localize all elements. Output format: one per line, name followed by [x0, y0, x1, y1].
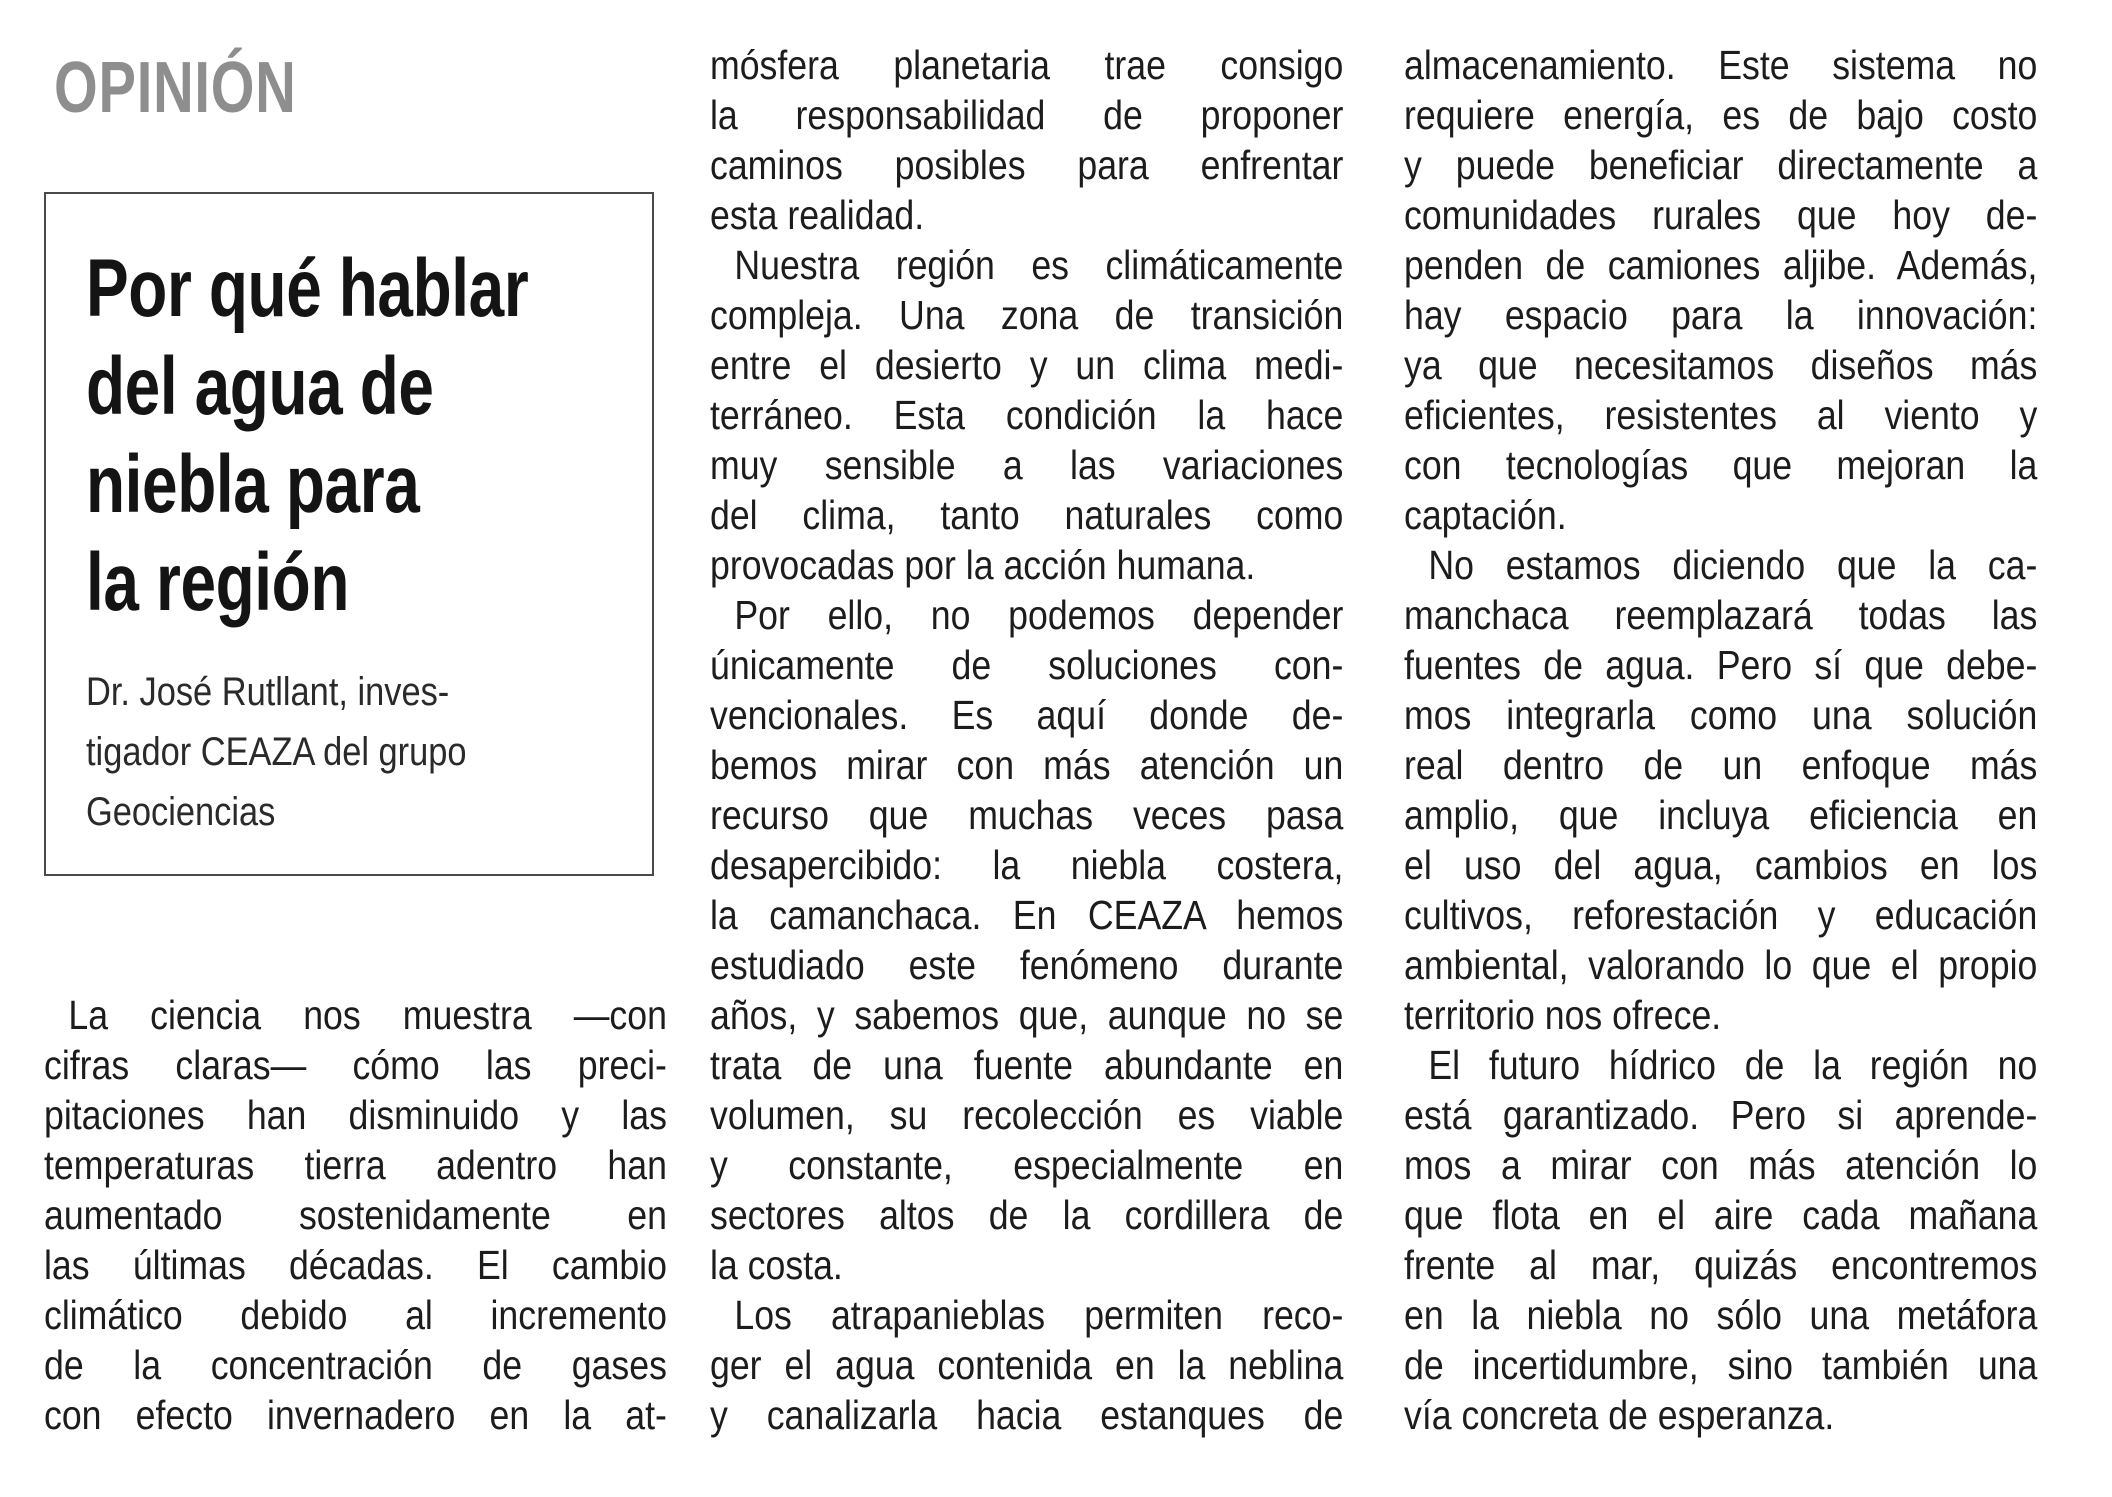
text-line: amplio, que incluya eficiencia en	[1404, 792, 2038, 838]
text-line: cultivos, reforestación y educación	[1404, 892, 2038, 938]
text-line: bemos mirar con más atención un	[710, 742, 1344, 788]
text-line: en la niebla no sólo una metáfora	[1404, 1292, 2038, 1338]
text-line: ya que necesitamos diseños más	[1404, 342, 2038, 388]
text-line: de la concentración de gases	[44, 1342, 667, 1388]
text-line: temperaturas tierra adentro han	[44, 1142, 667, 1188]
text-line: y puede beneficiar directamente a	[1404, 142, 2038, 188]
text-line: ger el agua contenida en la neblina	[710, 1342, 1344, 1388]
text-line: Los atrapanieblas permiten reco-	[734, 1292, 1344, 1338]
text-line: requiere energía, es de bajo costo	[1404, 92, 2038, 138]
text-line: sectores altos de la cordillera de	[710, 1192, 1344, 1238]
text-line: eficientes, resistentes al viento y	[1404, 392, 2038, 438]
text-line: entre el desierto y un clima medi-	[710, 342, 1344, 388]
text-line: mósfera planetaria trae consigo	[710, 42, 1344, 88]
text-line: Nuestra región es climáticamente	[734, 242, 1344, 288]
text-line: está garantizado. Pero si aprende-	[1404, 1092, 2038, 1138]
text-line: penden de camiones aljibe. Además,	[1404, 242, 2038, 288]
text-line: únicamente de soluciones con-	[710, 642, 1344, 688]
text-line: desapercibido: la niebla costera,	[710, 842, 1344, 888]
text-line: con tecnologías que mejoran la	[1404, 442, 2038, 488]
text-line: la responsabilidad de proponer	[710, 92, 1344, 138]
text-line: territorio nos ofrece.	[1404, 992, 1722, 1038]
text-line: almacenamiento. Este sistema no	[1404, 42, 2038, 88]
text-line: compleja. Una zona de transición	[710, 292, 1344, 338]
text-line: estudiado este fenómeno durante	[710, 942, 1344, 988]
text-line: aumentado sostenidamente en	[44, 1192, 667, 1238]
text-line: la camanchaca. En CEAZA hemos	[710, 892, 1344, 938]
text-line: vía concreta de esperanza.	[1404, 1392, 1835, 1438]
text-line: mos a mirar con más atención lo	[1404, 1142, 2038, 1188]
headline-box	[44, 192, 654, 876]
text-line: trata de una fuente abundante en	[710, 1042, 1344, 1088]
text-line: caminos posibles para enfrentar	[710, 142, 1344, 188]
text-line: terráneo. Esta condición la hace	[710, 392, 1344, 438]
text-line: frente al mar, quizás encontremos	[1404, 1242, 2038, 1288]
text-line: el uso del agua, cambios en los	[1404, 842, 2038, 888]
article-headline: Por qué hablar del agua de niebla para la región	[86, 243, 529, 628]
text-line: provocadas por la acción humana.	[710, 542, 1256, 588]
text-line: recurso que muchas veces pasa	[710, 792, 1344, 838]
section-label: OPINIÓN	[54, 48, 297, 128]
text-line: pitaciones han disminuido y las	[44, 1092, 667, 1138]
text-line: climático debido al incremento	[44, 1292, 667, 1338]
text-line: ambiental, valorando lo que el propio	[1404, 942, 2038, 988]
text-line: y constante, especialmente en	[710, 1142, 1344, 1188]
text-line: años, y sabemos que, aunque no se	[710, 992, 1344, 1038]
text-line: fuentes de agua. Pero sí que debe-	[1404, 642, 2038, 688]
text-line: captación.	[1404, 492, 1567, 538]
text-line: real dentro de un enfoque más	[1404, 742, 2038, 788]
text-line: de incertidumbre, sino también una	[1404, 1342, 2038, 1388]
text-line: hay espacio para la innovación:	[1404, 292, 2038, 338]
text-line: mos integrarla como una solución	[1404, 692, 2038, 738]
article-column-3	[1404, 40, 2112, 1440]
text-line: cifras claras— cómo las preci-	[44, 1042, 667, 1088]
article-column-2	[710, 40, 1438, 1440]
text-line: esta realidad.	[710, 192, 925, 238]
article-column-1	[44, 990, 760, 1440]
text-line: El futuro hídrico de la región no	[1428, 1042, 2038, 1088]
text-line: manchaca reemplazará todas las	[1404, 592, 2038, 638]
text-line: del clima, tanto naturales como	[710, 492, 1344, 538]
text-line: No estamos diciendo que la ca-	[1428, 542, 2038, 588]
text-line: las últimas décadas. El cambio	[44, 1242, 667, 1288]
text-line: La ciencia nos muestra —con	[68, 992, 667, 1038]
article-byline: Dr. José Rutllant, inves- tigador CEAZA del grupo Geociencias	[86, 670, 467, 834]
text-line: muy sensible a las variaciones	[710, 442, 1344, 488]
text-line: que flota en el aire cada mañana	[1404, 1192, 2038, 1238]
text-line: la costa.	[710, 1242, 843, 1288]
text-line: Por ello, no podemos depender	[734, 592, 1344, 638]
text-line: y canalizarla hacia estanques de	[710, 1392, 1344, 1438]
text-line: volumen, su recolección es viable	[710, 1092, 1344, 1138]
text-line: con efecto invernadero en la at-	[44, 1392, 667, 1438]
text-line: vencionales. Es aquí donde de-	[710, 692, 1344, 738]
text-line: comunidades rurales que hoy de-	[1404, 192, 2038, 238]
